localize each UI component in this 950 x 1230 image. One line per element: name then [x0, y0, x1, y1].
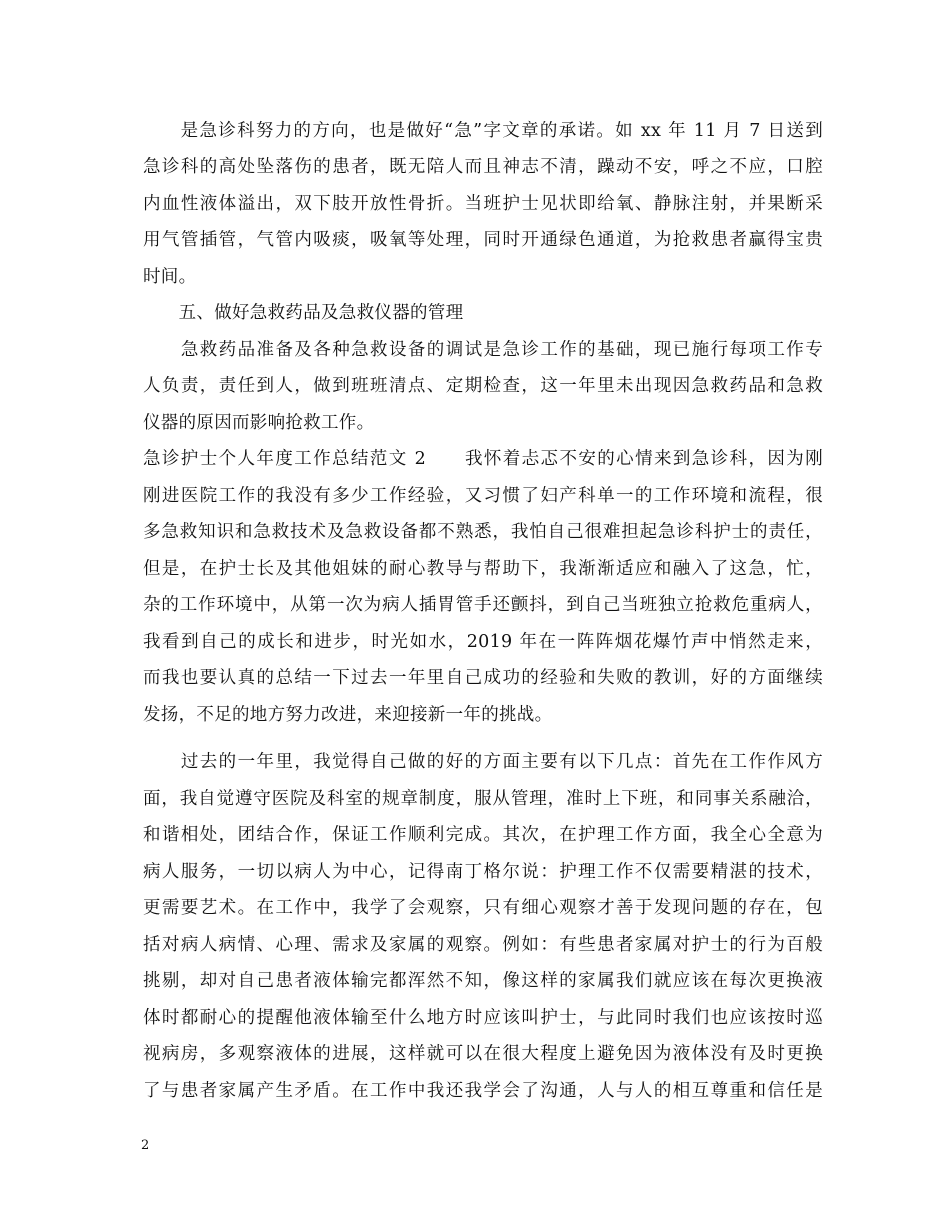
section-heading: 五、做好急救药品及急救仪器的管理 [143, 303, 464, 323]
text-line: 过去的一年里，我觉得自己做的好的方面主要有以下几点：首先在工作作风方 [143, 752, 823, 772]
text-line: 仪器的原因而影响抢救工作。 [143, 413, 375, 433]
text-line: 内血性液体溢出，双下肢开放性骨折。当班护士见状即给氧、静脉注射，并果断采 [143, 194, 823, 214]
text-line: 挑剔，却对自己患者液体输完都浑然不知，像这样的家属我们就应该在每次更换液 [143, 971, 823, 991]
text-line: 人负责，责任到人，做到班班清点、定期检查，这一年里未出现因急救药品和急救 [143, 376, 823, 396]
text-line: 体时都耐心的提醒他液体输至什么地方时应该叫护士，与此同时我们也应该按时巡 [143, 1008, 823, 1028]
text-line: 但是，在护士长及其他姐妹的耐心教导与帮助下，我渐渐适应和融入了这急，忙， [143, 559, 823, 579]
text-line: 用气管插管，气管内吸痰，吸氧等处理，同时开通绿色通道，为抢救患者赢得宝贵 [143, 230, 823, 250]
text-line: 时间。 [143, 267, 197, 287]
text-line: 视病房，多观察液体的进展，这样就可以在很大程度上避免因为液体没有及时更换 [143, 1044, 823, 1064]
text-line: 发扬，不足的地方努力改进，来迎接新一年的挑战。 [143, 705, 553, 725]
text-line: 急诊科的高处坠落伤的患者，既无陪人而且神志不清，躁动不安，呼之不应，口腔 [143, 157, 823, 177]
text-line: 而我也要认真的总结一下过去一年里自己成功的经验和失败的教训，好的方面继续 [143, 668, 823, 688]
text-line: 和谐相处，团结合作，保证工作顺利完成。其次，在护理工作方面，我全心全意为 [143, 825, 823, 845]
text-line: 是急诊科努力的方向，也是做好“急”字文章的承诺。如 xx 年 11 月 7 日送到 [143, 121, 823, 141]
text-line: 更需要艺术。在工作中，我学了会观察，只有细心观察才善于发现问题的存在，包 [143, 898, 823, 918]
text-line: 急诊护士个人年度工作总结范文 2 我怀着忐忑不安的心情来到急诊科，因为刚 [143, 449, 823, 469]
text-line: 面，我自觉遵守医院及科室的规章制度，服从管理，准时上下班，和同事关系融洽， [143, 789, 823, 809]
text-line: 多急救知识和急救技术及急救设备都不熟悉，我怕自己很难担起急诊科护士的责任， [143, 522, 823, 542]
text-line: 了与患者家属产生矛盾。在工作中我还我学会了沟通，人与人的相互尊重和信任是 [143, 1081, 823, 1101]
text-line: 我看到自己的成长和进步，时光如水，2019 年在一阵阵烟花爆竹声中悄然走来， [143, 632, 823, 652]
page-number: 2 [141, 1138, 150, 1153]
text-line: 刚进医院工作的我没有多少工作经验，又习惯了妇产科单一的工作环境和流程，很 [143, 486, 823, 506]
text-line: 杂的工作环境中，从第一次为病人插胃管手还颤抖，到自己当班独立抢救危重病人， [143, 595, 823, 615]
text-line: 括对病人病情、心理、需求及家属的观察。例如：有些患者家属对护士的行为百般 [143, 935, 823, 955]
text-line: 病人服务，一切以病人为中心，记得南丁格尔说：护理工作不仅需要精湛的技术， [143, 862, 823, 882]
text-line: 急救药品准备及各种急救设备的调试是急诊工作的基础，现已施行每项工作专 [143, 340, 823, 360]
